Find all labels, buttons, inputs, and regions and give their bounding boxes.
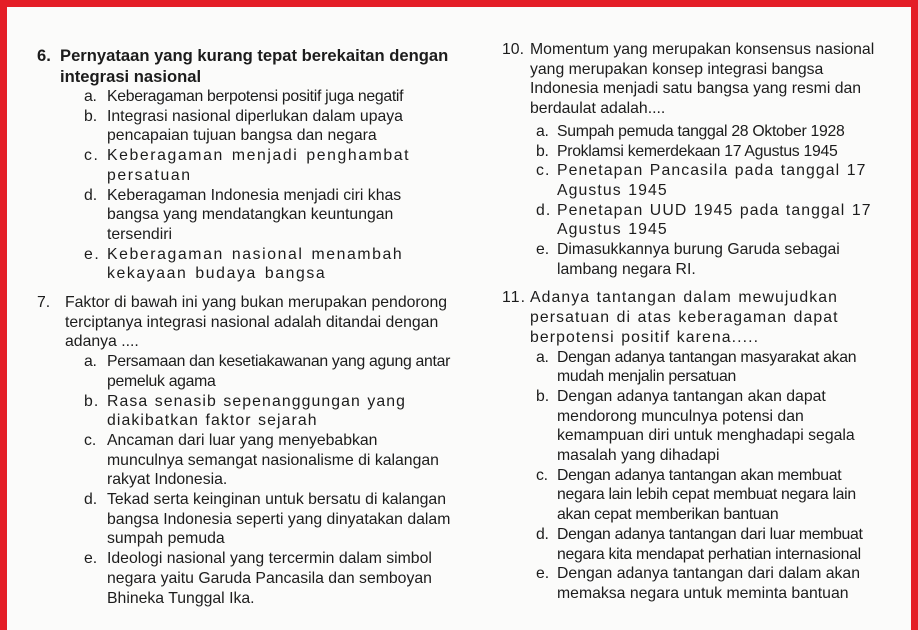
question-10 bbox=[502, 43, 892, 279]
option-e bbox=[37, 245, 455, 284]
option-letter: d. bbox=[536, 525, 549, 543]
question-6-stem bbox=[37, 45, 455, 87]
question-number: 10. bbox=[502, 41, 524, 58]
option-text: Keberagaman Indonesia menjadi ciri khas bangsa yang mendatangkan keuntungan tersendiri bbox=[107, 186, 402, 243]
option-letter: a. bbox=[84, 353, 97, 371]
option-a bbox=[502, 348, 892, 387]
option-a bbox=[502, 122, 892, 142]
option-d bbox=[502, 201, 892, 240]
question-number: 6. bbox=[37, 46, 51, 65]
option-b bbox=[37, 392, 455, 431]
option-e bbox=[502, 240, 892, 279]
left-column bbox=[37, 45, 455, 617]
question-number: 7. bbox=[37, 294, 51, 312]
option-letter: d. bbox=[536, 201, 552, 219]
option-letter: e. bbox=[84, 245, 101, 263]
option-letter: b. bbox=[84, 107, 98, 125]
question-text: Faktor di bawah ini yang bukan merupakan pendorong terciptanya integrasi nasional adalah ditandai dengan adanya .... bbox=[65, 294, 448, 351]
option-c bbox=[37, 146, 455, 185]
option-text: Dengan adanya tantangan akan membuat negara lain lebih cepat membuat negara lain akan cepat memberikan bantuan bbox=[557, 466, 856, 524]
option-letter: e. bbox=[536, 565, 550, 583]
option-e bbox=[502, 564, 892, 603]
option-text: Penetapan UUD 1945 pada tanggal 17 Agustus 1945 bbox=[557, 201, 872, 239]
option-b bbox=[502, 387, 892, 466]
option-text: Integrasi nasional diperlukan dalam upaya pencapaian tujuan bangsa dan negara bbox=[107, 107, 403, 145]
option-text: Tekad serta keinginan untuk bersatu di kalangan bangsa Indonesia seperti yang dinyatakan dalam sumpah pemuda bbox=[107, 491, 451, 548]
option-d bbox=[502, 525, 892, 564]
option-text: Rasa senasib sepenanggungan yang diakibatkan faktor sejarah bbox=[107, 392, 407, 430]
option-letter: c. bbox=[84, 147, 100, 165]
option-letter: e. bbox=[536, 241, 550, 259]
question-number: 11. bbox=[502, 289, 527, 307]
question-7-stem bbox=[37, 293, 455, 352]
option-letter: a. bbox=[536, 122, 549, 140]
option-text: Keberagaman nasional menambah kekayaan budaya bangsa bbox=[107, 245, 404, 283]
option-c bbox=[502, 466, 892, 525]
question-text: Momentum yang merupakan konsensus nasional yang merupakan konsep integrasi bangsa Indonesia menjadi satu bangsa yang resmi dan berdaulat adalah.... bbox=[530, 41, 875, 118]
option-letter: b. bbox=[536, 387, 550, 405]
option-text: Persamaan dan kesetiakawanan yang agung antar pemeluk agama bbox=[107, 353, 451, 390]
question-text: Pernyataan yang kurang tepat berekaitan dengan integrasi nasional bbox=[60, 46, 449, 86]
option-text: Dengan adanya tantangan akan dapat mendorong munculnya potensi dan kemampuan diri untuk menghadapi segala masalah yang dihadapi bbox=[557, 387, 855, 465]
option-text: Dengan adanya tantangan dari dalam akan memaksa negara untuk meminta bantuan bbox=[557, 565, 861, 602]
option-letter: c. bbox=[536, 466, 548, 484]
option-d bbox=[37, 186, 455, 245]
option-text: Ancaman dari luar yang menyebabkan munculnya semangat nasionalisme di kalangan rakyat Indonesia. bbox=[107, 431, 439, 489]
option-text: Dimasukkannya burung Garuda sebagai lambang negara RI. bbox=[557, 241, 840, 278]
question-text: Adanya tantangan dalam mewujudkan persatuan di atas keberagaman dapat berpotensi positif karena..... bbox=[530, 289, 839, 346]
option-b bbox=[37, 107, 455, 146]
option-text: Keberagaman menjadi penghambat persatuan bbox=[107, 147, 411, 184]
option-text: Penetapan Pancasila pada tanggal 17 Agustus 1945 bbox=[557, 162, 867, 199]
right-column bbox=[502, 43, 892, 613]
option-letter: a. bbox=[84, 88, 97, 105]
option-d bbox=[37, 490, 455, 549]
option-text: Dengan adanya tantangan dari luar membuat negara kita mendapat perhatian internasional bbox=[557, 525, 863, 563]
option-text: Ideologi nasional yang tercermin dalam simbol negara yaitu Garuda Pancasila dan semboyan Bhineka Tunggal Ika. bbox=[107, 550, 432, 607]
option-letter: b. bbox=[84, 392, 100, 410]
option-b bbox=[502, 142, 892, 162]
option-letter: c. bbox=[536, 162, 551, 180]
option-c bbox=[502, 161, 892, 200]
question-11-stem bbox=[502, 288, 892, 347]
option-letter: e. bbox=[84, 550, 98, 568]
option-text: Sumpah pemuda tanggal 28 Oktober 1928 bbox=[557, 122, 845, 140]
option-letter: c. bbox=[84, 431, 97, 449]
option-e bbox=[37, 549, 455, 608]
option-text: Dengan adanya tantangan masyarakat akan mudah menjalin persatuan bbox=[557, 348, 857, 386]
option-text: Proklamsi kemerdekaan 17 Agustus 1945 bbox=[557, 142, 838, 160]
option-c bbox=[37, 431, 455, 490]
question-7 bbox=[37, 293, 455, 608]
option-a bbox=[37, 352, 455, 391]
question-10-stem bbox=[502, 40, 892, 119]
option-letter: b. bbox=[536, 142, 549, 160]
option-letter: a. bbox=[536, 348, 549, 366]
option-text: Keberagaman berpotensi positif juga negatif bbox=[107, 88, 404, 105]
option-letter: d. bbox=[84, 491, 98, 509]
option-a bbox=[37, 87, 455, 107]
option-letter: d. bbox=[84, 186, 98, 204]
question-11 bbox=[502, 288, 892, 603]
question-6 bbox=[37, 45, 455, 284]
